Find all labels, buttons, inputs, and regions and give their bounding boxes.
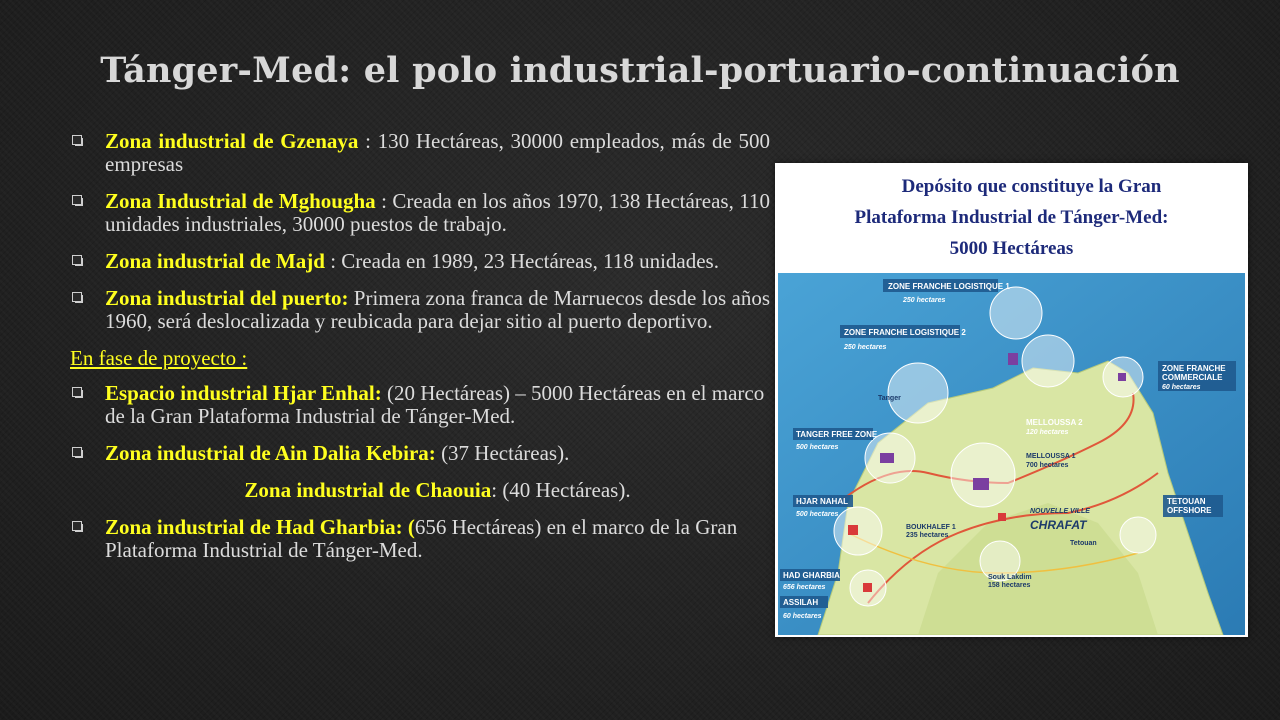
bullet-text: (37 Hectáreas). bbox=[435, 441, 570, 465]
zone-circle bbox=[1120, 517, 1156, 553]
bullet-label: Zona industrial de Gzenaya bbox=[105, 129, 359, 153]
bullet-majd bbox=[70, 250, 770, 273]
zone-circle bbox=[990, 287, 1042, 339]
bullet-mghougha bbox=[70, 190, 770, 236]
slide-title: Tánger-Med: el polo industrial-portuario-continuación bbox=[100, 50, 1180, 91]
bullet-square-icon bbox=[72, 447, 83, 458]
bullet-puerto bbox=[70, 287, 770, 333]
map-label: 120 hectares bbox=[1026, 429, 1069, 436]
caption-line-1: Depósito que constituye la Gran bbox=[901, 176, 1162, 197]
bullet-label: Zona Industrial de Mghougha bbox=[105, 189, 376, 213]
zone-block bbox=[998, 513, 1006, 521]
content-area bbox=[70, 130, 770, 576]
bullet-text: (20 Hectáreas) – 5000 Hectáreas en el marco de la Gran Plataforma Industrial de Tánger-Med. bbox=[105, 381, 765, 428]
zone-block bbox=[880, 453, 894, 463]
bullet-square-icon bbox=[72, 195, 83, 206]
map-label: MELLOUSSA 1 bbox=[1026, 453, 1076, 460]
bullet-gzenaya bbox=[70, 130, 770, 176]
map-label: 656 hectares bbox=[783, 584, 826, 591]
map-label: 158 hectares bbox=[988, 582, 1031, 589]
map-label: 500 hectares bbox=[796, 444, 839, 451]
map-label: ZONE FRANCHE LOGISTIQUE 1 bbox=[888, 282, 1010, 291]
map-label: TETOUAN bbox=[1167, 497, 1206, 506]
bullet-text: : Creada en 1989, 23 Hectáreas, 118 unidades. bbox=[324, 249, 719, 273]
map-label: Tetouan bbox=[1070, 540, 1097, 547]
map-label: Tanger bbox=[878, 395, 901, 402]
map-label: 250 hectares bbox=[903, 297, 946, 304]
bullet-square-icon bbox=[72, 135, 83, 146]
caption-line-2: Plataforma Industrial de Tánger-Med: bbox=[854, 207, 1169, 228]
map-label: ZONE FRANCHE bbox=[1162, 364, 1226, 373]
project-heading: En fase de proyecto : bbox=[70, 346, 248, 370]
bullet-square-icon bbox=[72, 521, 83, 532]
map-label: 250 hectares bbox=[844, 344, 887, 351]
bullet-text: : 130 Hectáreas, 30000 empleados, más de 500 empresas bbox=[105, 129, 770, 176]
map-label: CHRAFAT bbox=[1030, 518, 1087, 532]
bullet-hjar-enhal bbox=[70, 382, 770, 428]
bullet-text: 656 Hectáreas) en el marco de la Gran Plataforma Industrial de Tánger-Med. bbox=[105, 515, 738, 562]
map-label: 60 hectares bbox=[783, 613, 822, 620]
zone-block bbox=[973, 478, 989, 490]
zone-block bbox=[1118, 373, 1126, 381]
map-label: 500 hectares bbox=[796, 511, 839, 518]
zone-circle bbox=[888, 363, 948, 423]
bullet-had-gharbia bbox=[70, 516, 770, 562]
bullet-label: Zona industrial del puerto: bbox=[105, 286, 349, 310]
map-label: OFFSHORE bbox=[1167, 506, 1212, 515]
line-chaouia bbox=[70, 479, 770, 502]
industrial-zones-map bbox=[778, 273, 1245, 635]
map-label: ASSILAH bbox=[783, 598, 819, 607]
map-label: HJAR NAHAL bbox=[796, 497, 848, 506]
map-card bbox=[775, 163, 1248, 637]
bullet-ain-dalia bbox=[70, 442, 770, 465]
bullet-square-icon bbox=[72, 255, 83, 266]
zone-circle bbox=[951, 443, 1015, 507]
bullet-text: Primera zona franca de Marruecos desde los años 1960, será deslocalizada y reubicada para dejar sitio al puerto deportivo. bbox=[105, 286, 770, 333]
map-label: COMMERCIALE bbox=[1162, 373, 1223, 382]
map-label: BOUKHALEF 1 bbox=[906, 524, 956, 531]
bullet-square-icon bbox=[72, 387, 83, 398]
map-label: 700 hectares bbox=[1026, 462, 1069, 469]
map-label: HAD GHARBIA bbox=[783, 571, 840, 580]
map-caption bbox=[775, 171, 1248, 264]
map-label: 60 hectares bbox=[1162, 384, 1201, 391]
map-label: ZONE FRANCHE LOGISTIQUE 2 bbox=[844, 328, 966, 337]
map-label: 235 hectares bbox=[906, 532, 949, 539]
bullet-text: : (40 Hectáreas). bbox=[491, 478, 631, 502]
map-label: NOUVELLE VILLE bbox=[1030, 508, 1090, 515]
map-label: TANGER FREE ZONE bbox=[796, 430, 878, 439]
zone-block bbox=[848, 525, 858, 535]
caption-line-3: 5000 Hectáreas bbox=[949, 238, 1074, 259]
bullet-label: Zona industrial de Ain Dalia Kebira: bbox=[105, 441, 436, 465]
bullet-square-icon bbox=[72, 292, 83, 303]
zone-block bbox=[863, 583, 872, 592]
bullet-label: Espacio industrial Hjar Enhal: bbox=[105, 381, 382, 405]
bullet-label: Zona industrial de Had Gharbia: ( bbox=[105, 515, 415, 539]
map-label: Souk Lakdim bbox=[988, 574, 1032, 581]
map-label: MELLOUSSA 2 bbox=[1026, 418, 1083, 427]
zone-block bbox=[1008, 353, 1018, 365]
bullet-label: Zona industrial de Majd bbox=[105, 249, 325, 273]
zone-circle bbox=[1022, 335, 1074, 387]
bullet-text: : Creada en los años 1970, 138 Hectáreas, 110 unidades industriales, 30000 puestos de trabajo. bbox=[105, 189, 770, 236]
bullet-label: Zona industrial de Chaouia bbox=[244, 478, 492, 502]
